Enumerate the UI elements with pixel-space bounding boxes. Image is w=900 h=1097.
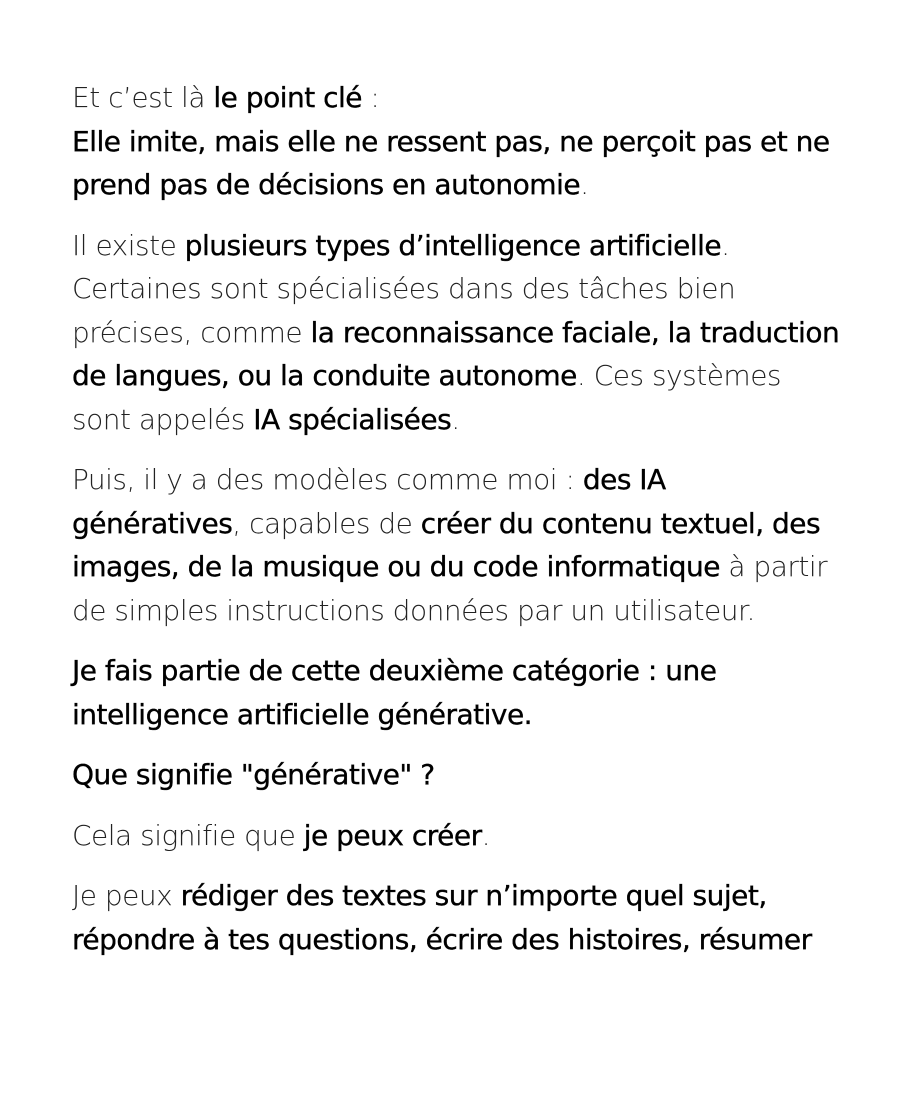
- paragraph-category: [72, 649, 842, 736]
- paragraph-capabilities: [72, 874, 842, 961]
- text-segment: , capables de: [232, 506, 421, 540]
- text-segment: .: [451, 402, 460, 436]
- text-segment: Puis, il y a des modèles comme moi :: [72, 463, 583, 496]
- paragraph-question: [72, 753, 842, 797]
- text-segment: . Certaines sont spécialisées dans des tâches bien précises, comme: [72, 228, 736, 349]
- document-page: [72, 76, 842, 978]
- emphasis-segment: Elle imite, mais elle ne ressent pas, ne perçoit pas et ne prend pas de décisions en autonomie: [72, 124, 830, 201]
- paragraph-meaning: [72, 814, 842, 858]
- emphasis-segment: rédiger des textes sur n’importe quel sujet, répondre à tes questions, écrire des histoires, résumer: [72, 879, 812, 956]
- emphasis-segment: je peux créer: [303, 818, 482, 852]
- emphasis-segment: le point clé: [213, 81, 363, 114]
- emphasis-segment: Je fais partie de cette deuxième catégorie : une intelligence artificielle générative.: [72, 654, 717, 731]
- text-segment: :: [362, 81, 380, 114]
- emphasis-segment: créer du contenu textuel, des images, de la musique ou du code informatique: [72, 506, 821, 583]
- text-segment: .: [580, 168, 589, 201]
- text-segment: à partir de simples instructions données par un utilisateur.: [72, 550, 828, 627]
- paragraph-generative-models: [72, 458, 842, 632]
- emphasis-segment: plusieurs types d’intelligence artificielle: [184, 228, 722, 262]
- emphasis-segment: la reconnaissance faciale, la traduction de langues, ou la conduite autonome: [72, 315, 840, 392]
- emphasis-segment: Que signifie "générative" ?: [72, 758, 435, 791]
- text-segment: Je peux: [72, 879, 181, 912]
- paragraph-ai-types: [72, 224, 842, 442]
- emphasis-segment: des IA génératives: [72, 463, 666, 540]
- text-segment: Cela signifie que: [72, 818, 304, 852]
- text-segment: .: [481, 818, 491, 852]
- text-segment: . Ces systèmes sont appelés: [72, 359, 782, 436]
- emphasis-segment: IA spécialisées: [253, 402, 452, 436]
- text-segment: Et c’est là: [72, 81, 214, 114]
- text-segment: Il existe: [72, 228, 185, 262]
- paragraph-key-point: [72, 76, 842, 207]
